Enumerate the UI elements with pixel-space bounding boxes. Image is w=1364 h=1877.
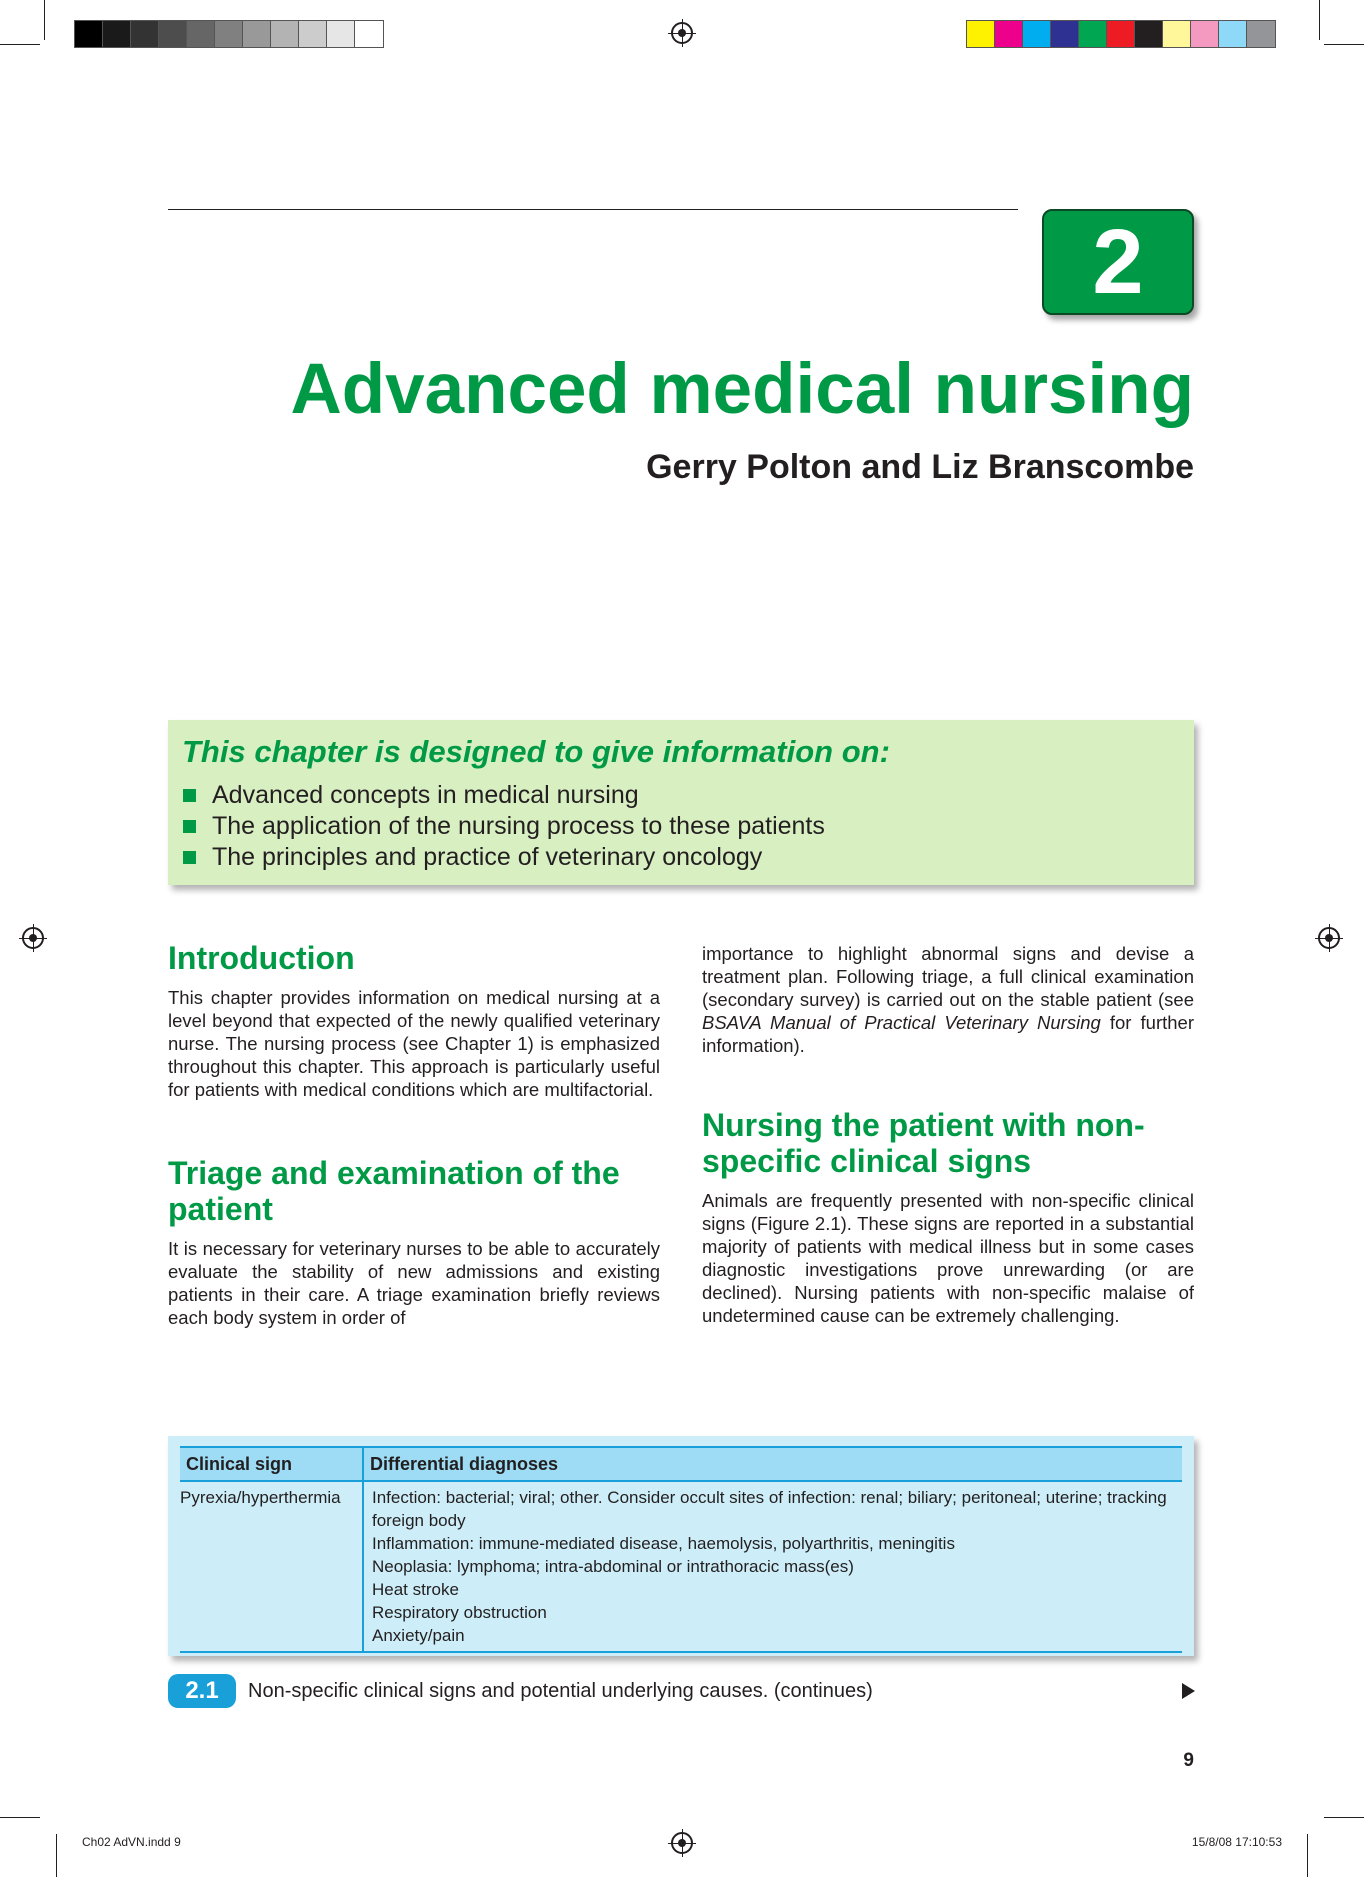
color-swatch xyxy=(1191,21,1219,47)
table-header-row xyxy=(180,1447,1182,1481)
page-number: 9 xyxy=(1183,1750,1194,1771)
diagnoses-cell xyxy=(363,1481,1182,1652)
column-header-clinical-sign: Clinical sign xyxy=(180,1447,363,1481)
color-swatch xyxy=(1079,21,1107,47)
slug-filename: Ch02 AdVN.indd 9 xyxy=(82,1835,181,1849)
figure-caption-text: Non-specific clinical signs and potential underlying causes. (continues) xyxy=(248,1679,873,1702)
gray-swatch xyxy=(299,21,327,47)
crop-mark xyxy=(1324,44,1364,45)
process-color-bar xyxy=(966,20,1276,48)
diagnosis-line: Infection: bacterial; viral; other. Consider occult sites of infection: renal; biliary; peritoneal; uterine; tracking foreign body xyxy=(372,1488,1167,1530)
diagnosis-line: Heat stroke xyxy=(372,1580,459,1599)
chapter-title: Advanced medical nursing xyxy=(290,350,1194,429)
registration-mark-top xyxy=(671,22,693,44)
color-swatch xyxy=(995,21,1023,47)
diagnosis-line: Anxiety/pain xyxy=(372,1626,465,1645)
chapter-authors: Gerry Polton and Liz Branscombe xyxy=(646,448,1194,486)
diagnosis-line: Respiratory obstruction xyxy=(372,1603,547,1622)
differential-diagnoses-table xyxy=(180,1446,1182,1653)
right-column xyxy=(702,942,1194,1327)
gray-swatch xyxy=(271,21,299,47)
crop-mark xyxy=(1324,1817,1364,1818)
gray-swatch xyxy=(103,21,131,47)
square-bullet-icon xyxy=(183,851,196,864)
gray-swatch xyxy=(75,21,103,47)
chapter-number-badge: 2 xyxy=(1042,209,1194,315)
introduction-heading: Introduction xyxy=(168,940,355,976)
gray-swatch xyxy=(327,21,355,47)
color-swatch xyxy=(967,21,995,47)
column-header-differential-diagnoses: Differential diagnoses xyxy=(363,1447,1182,1481)
color-swatch xyxy=(1051,21,1079,47)
registration-mark-left xyxy=(22,927,44,949)
objective-item: The application of the nursing process to these patients xyxy=(182,811,1180,842)
crop-mark xyxy=(44,0,45,40)
color-swatch xyxy=(1219,21,1247,47)
nonspecific-heading: Nursing the patient with non-specific clinical signs xyxy=(702,1107,1145,1179)
diagnosis-line: Inflammation: immune-mediated disease, haemolysis, polyarthritis, meningitis xyxy=(372,1534,955,1553)
color-swatch xyxy=(1163,21,1191,47)
color-swatch xyxy=(1135,21,1163,47)
manual-reference: BSAVA Manual of Practical Veterinary Nursing xyxy=(702,1012,1101,1033)
gray-swatch xyxy=(215,21,243,47)
objective-item: The principles and practice of veterinary oncology xyxy=(182,842,1180,873)
crop-mark xyxy=(1319,0,1320,40)
gray-swatch xyxy=(187,21,215,47)
objectives-list xyxy=(182,780,1180,873)
triage-body: It is necessary for veterinary nurses to be able to accurately evaluate the stability of new admissions and existing patients in their care. A triage examination briefly reviews each body system in order of xyxy=(168,1238,660,1328)
clinical-sign-cell: Pyrexia/hyperthermia xyxy=(180,1481,363,1652)
figure-number-badge: 2.1 xyxy=(168,1674,236,1708)
gray-swatch xyxy=(355,21,383,47)
introduction-body: This chapter provides information on medical nursing at a level beyond that expected of the newly qualified veterinary nurse. The nursing process (see Chapter 1) is emphasized throughout this chapter. This approach is particularly useful for patients with medical conditions which are multifactorial. xyxy=(168,987,660,1100)
crop-mark xyxy=(56,1834,57,1877)
registration-mark-right xyxy=(1318,927,1340,949)
figure-caption xyxy=(168,1674,873,1708)
grayscale-color-bar xyxy=(74,20,384,48)
table-row xyxy=(180,1481,1182,1652)
gray-swatch xyxy=(243,21,271,47)
crop-mark xyxy=(0,44,40,45)
left-column xyxy=(168,940,660,1329)
registration-mark-bottom xyxy=(671,1832,693,1854)
figure-table-box xyxy=(168,1436,1194,1656)
triage-body-continued: importance to highlight abnormal signs and devise a treatment plan. Following triage, a full clinical examination (secondary survey) is carried out on the stable patient (see BSAVA Manual of Practical Veterinary Nursing for further information). xyxy=(702,943,1194,1056)
nonspecific-body: Animals are frequently presented with non-specific clinical signs (Figure 2.1). These signs are reported in a substantial majority of patients with medical illness but in some cases diagnostic investigations prove unrewarding (or are declined). Nursing patients with non-specific malaise of undetermined cause can be extremely challenging. xyxy=(702,1190,1194,1326)
slug-timestamp: 15/8/08 17:10:53 xyxy=(1191,1835,1282,1849)
header-rule xyxy=(168,209,1018,210)
continues-arrow-icon xyxy=(1182,1683,1195,1699)
crop-mark xyxy=(0,1817,40,1818)
color-swatch xyxy=(1107,21,1135,47)
color-swatch xyxy=(1247,21,1275,47)
gray-swatch xyxy=(131,21,159,47)
crop-mark xyxy=(1307,1834,1308,1877)
objectives-heading: This chapter is designed to give information on: xyxy=(182,734,890,769)
diagnosis-line: Neoplasia: lymphoma; intra-abdominal or intrathoracic mass(es) xyxy=(372,1557,854,1576)
chapter-objectives-box xyxy=(168,720,1194,885)
square-bullet-icon xyxy=(183,820,196,833)
gray-swatch xyxy=(159,21,187,47)
objective-item: Advanced concepts in medical nursing xyxy=(182,780,1180,811)
triage-heading: Triage and examination of the patient xyxy=(168,1155,620,1227)
square-bullet-icon xyxy=(183,789,196,802)
color-swatch xyxy=(1023,21,1051,47)
